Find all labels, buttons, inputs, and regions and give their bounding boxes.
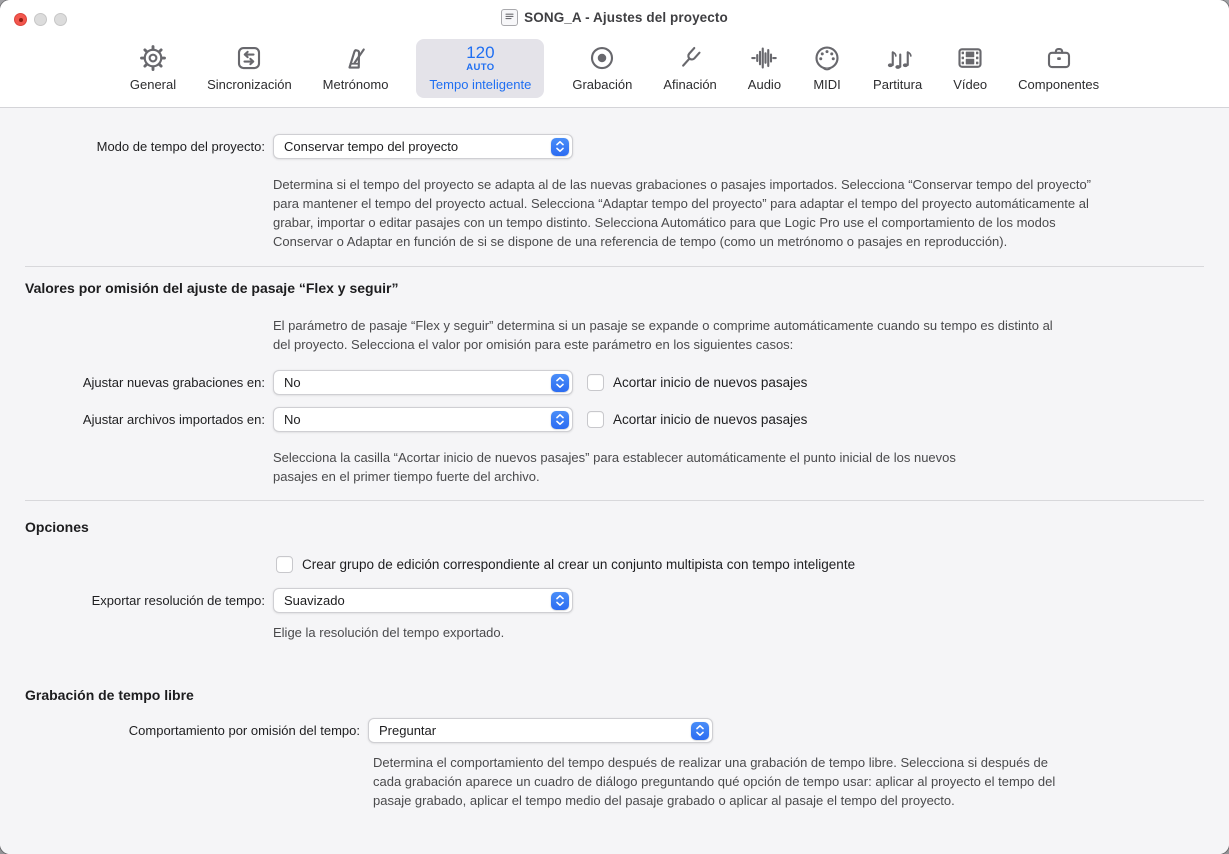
tab-general[interactable] bbox=[127, 34, 179, 98]
tab-label: General bbox=[129, 77, 177, 92]
titlebar[interactable] bbox=[0, 0, 1229, 34]
imported-files-label: Ajustar archivos importados en: bbox=[82, 412, 265, 427]
briefcase-icon bbox=[1044, 39, 1074, 73]
export-resolution-hint: Elige la resolución del tempo exportado. bbox=[273, 625, 505, 640]
stepper-icon bbox=[551, 592, 569, 610]
tempo-behavior-label: Comportamiento por omisión del tempo: bbox=[128, 723, 360, 738]
trim-start-checkbox-2[interactable] bbox=[587, 411, 604, 428]
tab-afinacion[interactable] bbox=[660, 34, 719, 98]
export-resolution-row bbox=[20, 588, 573, 613]
export-resolution-label: Exportar resolución de tempo: bbox=[91, 593, 265, 608]
tab-componentes[interactable] bbox=[1015, 34, 1102, 98]
tab-label: MIDI bbox=[813, 77, 841, 92]
tempo-behavior-row bbox=[20, 718, 713, 743]
tab-sincronizacion[interactable] bbox=[204, 34, 295, 98]
imported-files-value: No bbox=[284, 412, 301, 427]
tab-label: Componentes bbox=[1018, 77, 1100, 92]
edit-group-checkbox[interactable] bbox=[276, 556, 293, 573]
tempo-mode-select[interactable] bbox=[273, 134, 573, 159]
tab-video[interactable] bbox=[950, 34, 990, 98]
tab-partitura[interactable] bbox=[870, 34, 925, 98]
gear-icon bbox=[138, 39, 168, 73]
tab-grabacion[interactable] bbox=[569, 34, 635, 98]
tab-audio[interactable] bbox=[745, 34, 784, 98]
tempo-mode-description: Determina si el tempo del proyecto se adapta al de las nuevas grabaciones o pasajes importados. Selecciona “Conservar tempo del proyecto” para mantener el tempo del proyecto actual. Selecciona “Adaptar tempo del proyecto” para adaptar el tempo del proyecto automáticamente al grabar, importar o editar pasajes con un tempo distinto. Selecciona Automático para que Logic Pro use el comportamiento de los modos Conservar o Adaptar en función de si se dispone de una referencia de tempo (como un metrónomo o pasajes en reproducción). bbox=[273, 177, 1092, 249]
tab-label: Audio bbox=[747, 77, 782, 92]
film-frame-icon bbox=[955, 39, 985, 73]
window-title: SONG_A - Ajustes del proyecto bbox=[524, 9, 728, 25]
flex-row-imported-files bbox=[20, 407, 807, 432]
midi-din-icon bbox=[812, 39, 842, 73]
record-icon bbox=[587, 39, 617, 73]
trim-start-checkbox-1[interactable] bbox=[587, 374, 604, 391]
stepper-icon bbox=[551, 138, 569, 156]
edit-group-row bbox=[276, 556, 855, 573]
tab-metronomo[interactable] bbox=[320, 34, 392, 98]
window-chrome bbox=[0, 0, 1229, 108]
settings-toolbar bbox=[0, 36, 1229, 98]
section-divider bbox=[25, 500, 1204, 501]
new-recordings-select[interactable] bbox=[273, 370, 573, 395]
export-resolution-select[interactable] bbox=[273, 588, 573, 613]
waveform-icon bbox=[749, 39, 779, 73]
tab-label: Metrónomo bbox=[322, 77, 389, 92]
tempo-mode-badge: AUTO bbox=[466, 62, 495, 73]
tempo-mode-label: Modo de tempo del proyecto: bbox=[96, 139, 265, 154]
tab-midi[interactable] bbox=[809, 34, 845, 98]
tab-label: Vídeo bbox=[953, 77, 988, 92]
edit-group-label[interactable]: Crear grupo de edición correspondiente al crear un conjunto multipista con tempo inteligente bbox=[302, 557, 856, 572]
tab-label: Tempo inteligente bbox=[429, 77, 532, 92]
flex-section-description: El parámetro de pasaje “Flex y seguir” determina si un pasaje se expande o comprime automáticamente cuando su tempo es distinto al del proyecto. Selecciona el valor por omisión para este parámetro en los siguientes casos: bbox=[273, 318, 1053, 352]
options-section-title: Opciones bbox=[25, 519, 89, 535]
export-resolution-value: Suavizado bbox=[284, 593, 345, 608]
tab-label: Grabación bbox=[572, 77, 633, 92]
metronome-icon bbox=[341, 39, 371, 73]
trim-start-label-1[interactable]: Acortar inicio de nuevos pasajes bbox=[613, 375, 808, 390]
free-tempo-description: Determina el comportamiento del tempo después de realizar una grabación de tempo libre. Selecciona si después de cada grabación aparece un cuadro de diálogo preguntando qué opción de tempo usar: aplicar al proyecto el tempo del pasaje grabado, aplicar el tempo medio del pasaje grabado o aplicar al pasaje el tempo del proyecto. bbox=[373, 755, 1056, 808]
stepper-icon bbox=[691, 722, 709, 740]
stepper-icon bbox=[551, 411, 569, 429]
new-recordings-label: Ajustar nuevas grabaciones en: bbox=[82, 375, 265, 390]
stepper-icon bbox=[551, 374, 569, 392]
tab-label: Partitura bbox=[873, 77, 923, 92]
tab-tempo-inteligente[interactable] bbox=[416, 39, 544, 98]
tempo-mode-value: Conservar tempo del proyecto bbox=[284, 139, 459, 154]
tab-label: Afinación bbox=[663, 77, 717, 92]
document-proxy-icon[interactable] bbox=[501, 9, 518, 26]
imported-files-select[interactable] bbox=[273, 407, 573, 432]
flex-section-title: Valores por omisión del ajuste de pasaje “Flex y seguir” bbox=[25, 280, 399, 296]
tempo-mode-row bbox=[20, 134, 573, 159]
flex-row-new-recordings bbox=[20, 370, 807, 395]
music-notes-icon bbox=[883, 39, 913, 73]
tab-label: Sincronización bbox=[207, 77, 292, 92]
trim-start-label-2[interactable]: Acortar inicio de nuevos pasajes bbox=[613, 412, 808, 427]
tempo-behavior-value: Preguntar bbox=[379, 723, 437, 738]
new-recordings-value: No bbox=[284, 375, 301, 390]
section-divider bbox=[25, 266, 1204, 267]
tuning-fork-icon bbox=[675, 39, 705, 73]
free-tempo-section-title: Grabación de tempo libre bbox=[25, 687, 194, 703]
title-area bbox=[0, 0, 1229, 34]
settings-content bbox=[0, 108, 1229, 854]
flex-section-footnote: Selecciona la casilla “Acortar inicio de nuevos pasajes” para establecer automáticamente el punto inicial de los nuevos pasajes en el primer tiempo fuerte del archivo. bbox=[273, 450, 956, 484]
tempo-behavior-select[interactable] bbox=[368, 718, 713, 743]
tempo-value: 120 bbox=[466, 43, 495, 62]
sync-arrows-icon bbox=[234, 39, 264, 73]
